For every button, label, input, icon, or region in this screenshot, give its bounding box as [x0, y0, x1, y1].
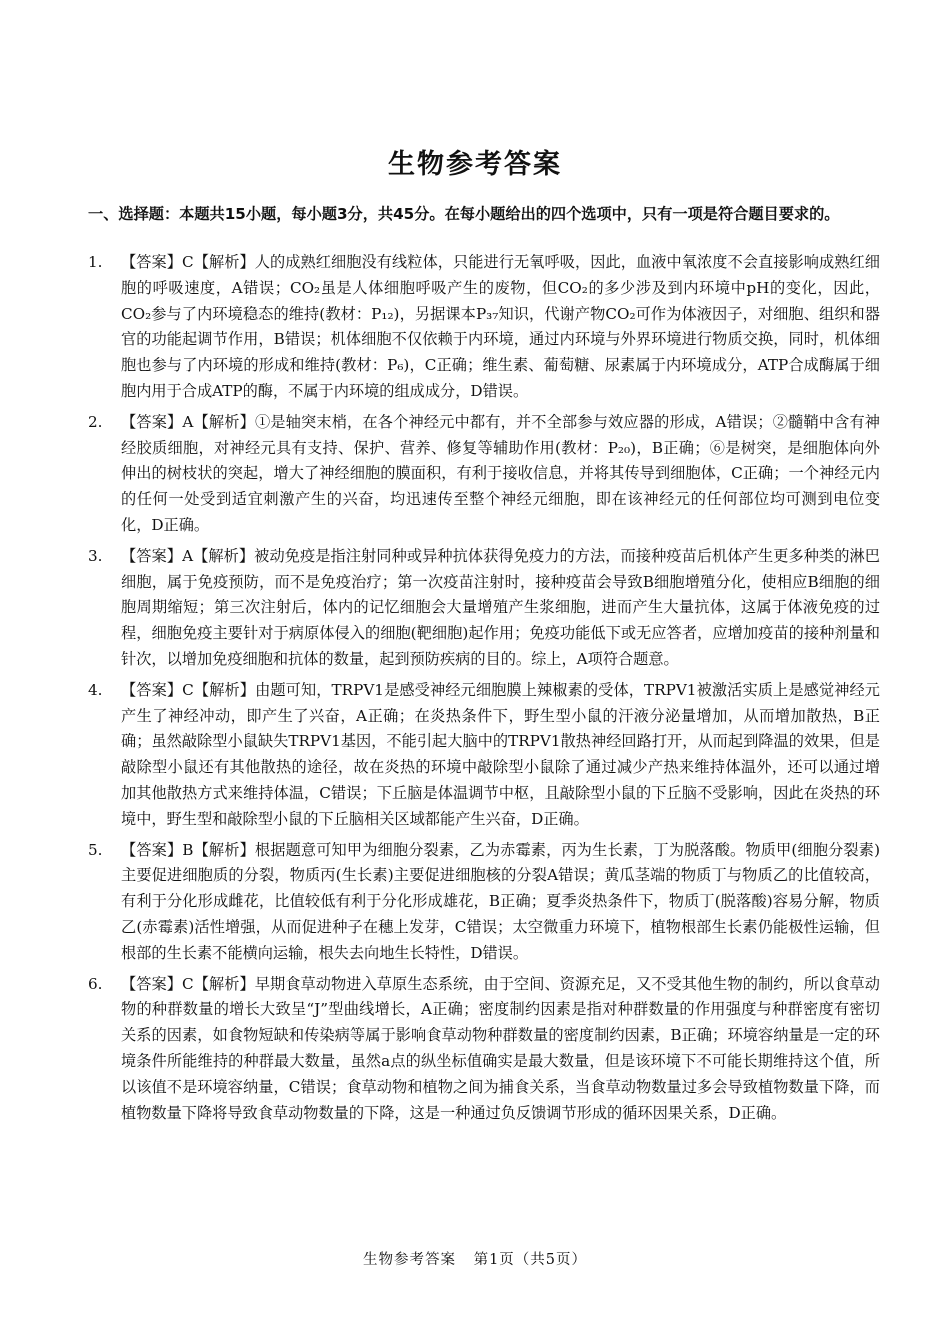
item-number: 3. — [88, 546, 103, 565]
footer-page-number: 第1页（共5页） — [473, 1252, 588, 1268]
item-text: 【答案】A【解析】①是轴突末梢，在各个神经元中都有，并不全部参与效应器的形成，A错误；②髓鞘中含有神经胶质细胞，对神经元具有支持、保护、营养、修复等辅助作用(教材：P₂₀)，B正确；⑥是树突，是细胞体向外伸出的树枝状的突起，增大了神经细胞的膜面积，有利于接收信息，并将其传导到细胞体，C正确；一个神经元内的任何一处受到适宜刺激产生的兴奋，均迅速传至整个神经元细胞，即在该神经元的任何部位均可测到电位变化，D正确。 — [121, 412, 880, 534]
item-number: 1. — [88, 253, 103, 271]
section-heading: 一、选择题：本题共15小题，每小题3分，共45分。在每小题给出的四个选项中，只有一项是符合题目要求的。 — [88, 205, 840, 223]
answer-item-2 — [88, 410, 880, 539]
answer-item-4 — [88, 678, 880, 833]
answer-item-5 — [88, 838, 880, 967]
footer-doc-title: 生物参考答案 — [362, 1252, 456, 1268]
answer-list — [88, 250, 880, 1131]
page-footer — [0, 1248, 950, 1269]
item-number: 5. — [88, 840, 103, 859]
answer-item-6 — [88, 972, 880, 1127]
item-text: 【答案】C【解析】由题可知，TRPV1是感受神经元细胞膜上辣椒素的受体，TRPV1被激活实质上是感觉神经元产生了神经冲动，即产生了兴奋，A正确；在炎热条件下，野生型小鼠的汗液分泌量增加，从而增加散热，B正确；虽然敲除型小鼠缺失TRPV1基因，不能引起大脑中的TRPV1散热神经回路打开，从而起到降温的效果，但是敲除型小鼠还有其他散热的途径，故在炎热的环境中敲除型小鼠除了通过减少产热来维持体温外，还可以通过增加其他散热方式来维持体温，C错误；下丘脑是体温调节中枢，且敲除型小鼠的下丘脑不受影响，因此在炎热的环境中，野生型和敲除型小鼠的下丘脑相关区域都能产生兴奋，D正确。 — [121, 680, 880, 828]
page-title: 生物参考答案 — [388, 149, 562, 180]
item-text: 【答案】C【解析】早期食草动物进入草原生态系统，由于空间、资源充足，又不受其他生物的制约，所以食草动物的种群数量的增长大致呈“J”型曲线增长，A正确；密度制约因素是指对种群数量的作用强度与种群密度有密切关系的因素，如食物短缺和传染病等属于影响食草动物种群数量的密度制约因素，B正确；环境容纳量是一定的环境条件所能维持的种群最大数量，虽然a点的纵坐标值确实是最大数量，但是该环境下不可能长期维持这个值，所以该值不是环境容纳量，C错误；食草动物和植物之间为捕食关系，当食草动物数量过多会导致植物数量下降，而植物数量下降将导致食草动物数量的下降，这是一种通过负反馈调节形成的循环因果关系，D正确。 — [121, 974, 880, 1122]
item-number: 4. — [88, 680, 103, 699]
item-text: 【答案】C【解析】人的成熟红细胞没有线粒体，只能进行无氧呼吸，因此，血液中氧浓度不会直接影响成熟红细胞的呼吸速度，A错误；CO₂虽是人体细胞呼吸产生的废物，但CO₂的多少涉及到内环境中pH的变化，因此，CO₂参与了内环境稳态的维持(教材：P₁₂)，另据课本P₃₇知识，代谢产物CO₂可作为体液因子，对细胞、组织和器官的功能起调节作用，B错误；机体细胞不仅依赖于内环境，通过内环境与外界环境进行物质交换，同时，机体细胞也参与了内环境的形成和维持(教材：P₆)，C正确；维生素、葡萄糖、尿素属于内环境成分，ATP合成酶属于细胞内用于合成ATP的酶，不属于内环境的组成成分，D错误。 — [121, 253, 880, 400]
item-text: 【答案】B【解析】根据题意可知甲为细胞分裂素，乙为赤霉素，丙为生长素，丁为脱落酸。物质甲(细胞分裂素)主要促进细胞质的分裂，物质丙(生长素)主要促进细胞核的分裂A错误；黄瓜茎端的物质丁与物质乙的比值较高，有利于分化形成雌花，比值较低有利于分化形成雄花，B正确；夏季炎热条件下，物质丁(脱落酸)容易分解，物质乙(赤霉素)活性增强，从而促进种子在穗上发芽，C错误；太空微重力环境下，植物根部生长素仍能极性运输，但根部的生长素不能横向运输，根失去向地生长特性，D错误。 — [121, 840, 880, 962]
item-number: 2. — [88, 412, 103, 431]
answer-item-1 — [88, 250, 880, 405]
item-text: 【答案】A【解析】被动免疫是指注射同种或异种抗体获得免疫力的方法，而接种疫苗后机体产生更多种类的淋巴细胞，属于免疫预防，而不是免疫治疗；第一次疫苗注射时，接种疫苗会导致B细胞增殖分化，使相应B细胞的细胞周期缩短；第三次注射后，体内的记忆细胞会大量增殖产生浆细胞，进而产生大量抗体，这属于体液免疫的过程，细胞免疫主要针对于病原体侵入的细胞(靶细胞)起作用；免疫功能低下或无应答者，应增加疫苗的接种剂量和针次，以增加免疫细胞和抗体的数量，起到预防疾病的目的。综上，A项符合题意。 — [121, 546, 880, 668]
answer-item-3 — [88, 544, 880, 673]
item-number: 6. — [88, 974, 103, 993]
